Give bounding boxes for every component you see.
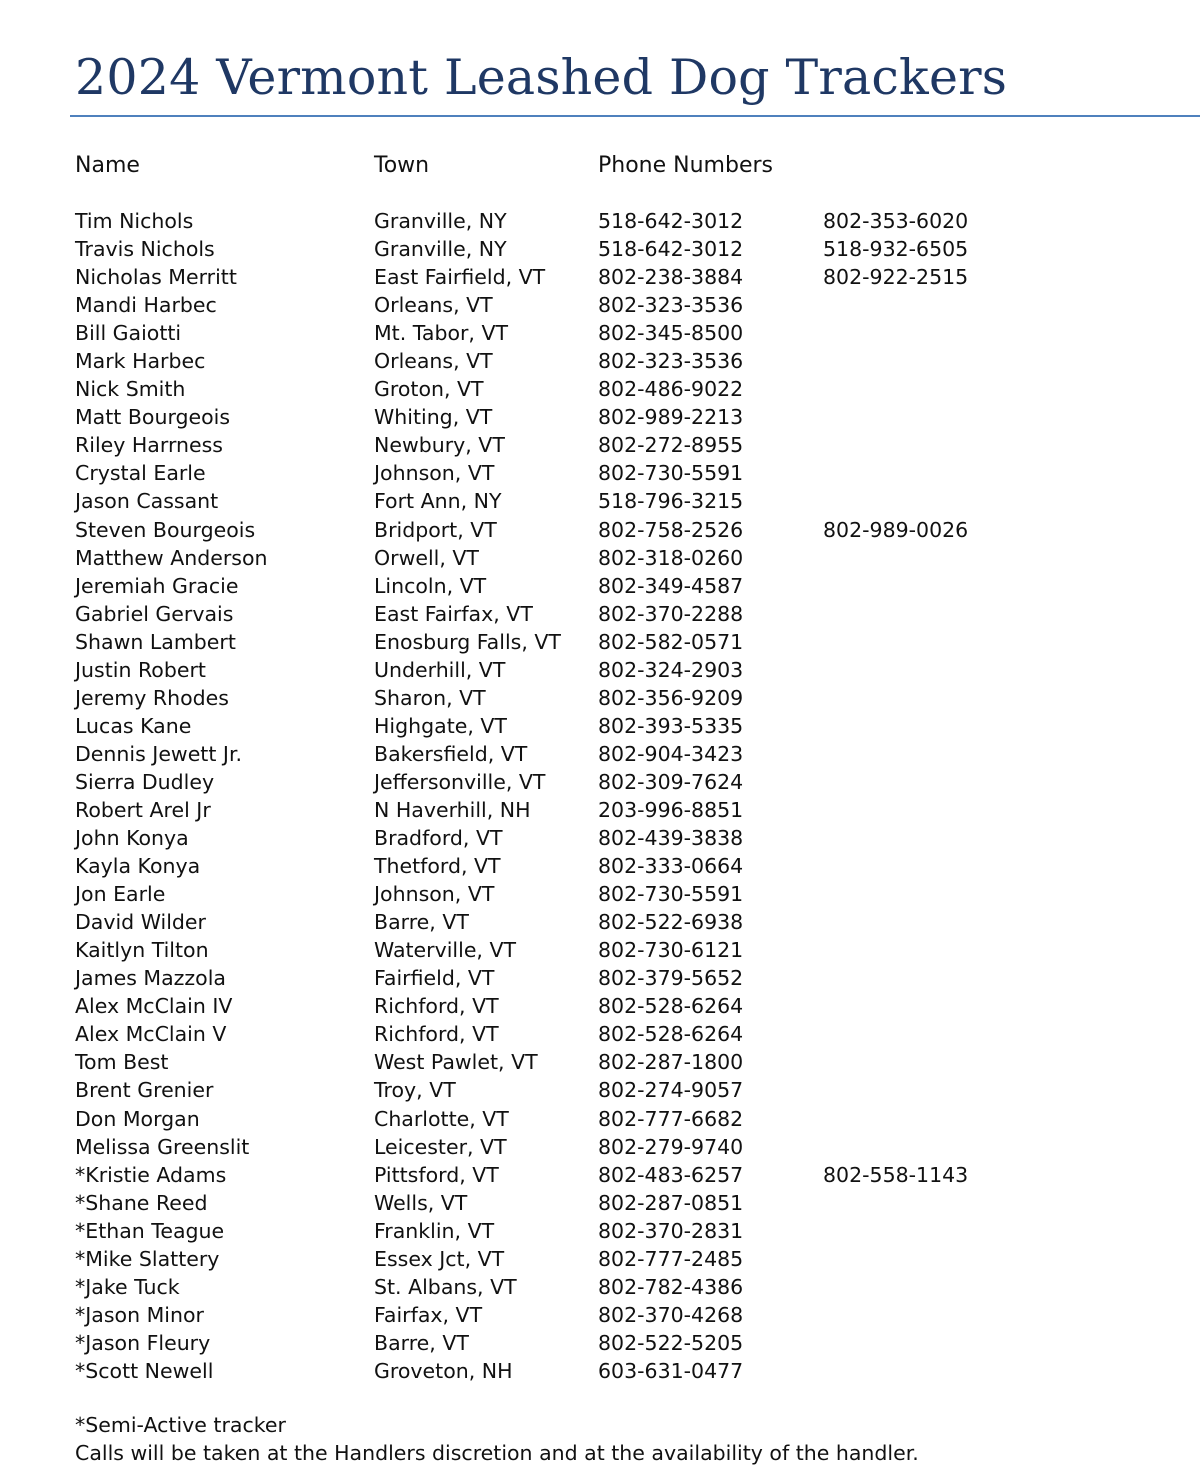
tracker-name: Melissa Greenslit — [75, 1134, 250, 1159]
tracker-phone-primary: 802-758-2526 — [598, 517, 744, 542]
table-row — [0, 684, 1200, 712]
tracker-name: Matthew Anderson — [75, 545, 268, 570]
tracker-town: Richford, VT — [374, 1022, 499, 1047]
tracker-phone-primary: 802-522-6938 — [598, 910, 744, 935]
tracker-town: Orleans, VT — [374, 349, 493, 374]
table-row — [0, 908, 1200, 936]
table-row — [0, 1217, 1200, 1245]
tracker-phone-primary: 802-287-0851 — [598, 1190, 744, 1215]
table-row — [0, 1189, 1200, 1217]
tracker-town: Fairfield, VT — [374, 966, 495, 991]
tracker-phone-primary: 802-279-9740 — [598, 1134, 744, 1159]
tracker-phone-primary: 802-522-5205 — [598, 1330, 744, 1355]
tracker-phone-primary: 802-483-6257 — [598, 1162, 744, 1187]
tracker-phone-secondary: 802-558-1143 — [823, 1162, 969, 1187]
tracker-town: Orwell, VT — [374, 545, 479, 570]
tracker-town: Essex Jct, VT — [374, 1246, 505, 1271]
tracker-town: Lincoln, VT — [374, 573, 487, 598]
table-row — [0, 656, 1200, 684]
tracker-phone-primary: 518-796-3215 — [598, 489, 744, 514]
tracker-phone-secondary: 802-989-0026 — [823, 517, 969, 542]
tracker-name: Don Morgan — [75, 1106, 200, 1131]
table-row — [0, 964, 1200, 992]
tracker-town: Groton, VT — [374, 377, 484, 402]
table-row — [0, 319, 1200, 347]
table-row — [0, 516, 1200, 544]
table-row — [0, 1105, 1200, 1133]
tracker-phone-primary: 802-777-6682 — [598, 1106, 744, 1131]
tracker-name: Alex McClain V — [75, 1022, 227, 1047]
tracker-town: East Fairfax, VT — [374, 601, 533, 626]
tracker-town: Mt. Tabor, VT — [374, 321, 509, 346]
tracker-phone-primary: 802-287-1800 — [598, 1050, 744, 1075]
tracker-name: *Shane Reed — [75, 1190, 208, 1215]
tracker-name: Lucas Kane — [75, 713, 192, 738]
tracker-phone-primary: 802-393-5335 — [598, 713, 744, 738]
tracker-name: Nicholas Merritt — [75, 265, 237, 290]
tracker-name: *Ethan Teague — [75, 1218, 225, 1243]
tracker-phone-secondary: 802-353-6020 — [823, 209, 969, 233]
table-row — [0, 992, 1200, 1020]
table-row — [0, 1357, 1200, 1385]
table-row — [0, 459, 1200, 487]
tracker-town: Leicester, VT — [374, 1134, 507, 1159]
tracker-phone-primary: 203-996-8851 — [598, 797, 744, 822]
tracker-town: Whiting, VT — [374, 405, 493, 430]
tracker-name: Kayla Konya — [75, 854, 201, 879]
disclaimer-text: Calls will be taken at the Handlers discretion and at the availability of the handler. — [75, 1441, 919, 1465]
tracker-town: Granville, NY — [374, 237, 507, 262]
tracker-phone-primary: 802-323-3536 — [598, 293, 744, 318]
tracker-town: Franklin, VT — [374, 1218, 495, 1243]
tracker-phone-primary: 802-904-3423 — [598, 741, 744, 766]
table-row — [0, 235, 1200, 263]
table-row — [0, 1301, 1200, 1329]
tracker-name: *Jake Tuck — [75, 1274, 180, 1299]
tracker-name: Dennis Jewett Jr. — [75, 741, 243, 766]
tracker-town: Bridport, VT — [374, 517, 497, 542]
column-header-town: Town — [374, 153, 430, 178]
tracker-name: Tom Best — [75, 1050, 169, 1075]
tracker-name: Kaitlyn Tilton — [75, 938, 209, 963]
tracker-name: Jason Cassant — [75, 489, 219, 514]
table-row — [0, 291, 1200, 319]
tracker-phone-primary: 802-318-0260 — [598, 545, 744, 570]
tracker-town: East Fairfield, VT — [374, 265, 546, 290]
tracker-phone-primary: 802-309-7624 — [598, 769, 744, 794]
tracker-phone-primary: 802-370-2831 — [598, 1218, 744, 1243]
tracker-town: Bakersfield, VT — [374, 741, 528, 766]
tracker-phone-primary: 802-782-4386 — [598, 1274, 744, 1299]
tracker-town: Pittsford, VT — [374, 1162, 499, 1187]
tracker-name: Jeremiah Gracie — [75, 573, 239, 598]
table-row — [0, 1273, 1200, 1301]
tracker-name: Bill Gaiotti — [75, 321, 182, 346]
tracker-town: N Haverhill, NH — [374, 797, 531, 822]
tracker-phone-primary: 802-238-3884 — [598, 265, 744, 290]
tracker-name: Travis Nichols — [75, 237, 215, 262]
tracker-phone-primary: 802-730-5591 — [598, 461, 744, 486]
table-row — [0, 1020, 1200, 1048]
tracker-phone-primary: 802-370-2288 — [598, 601, 744, 626]
tracker-town: Thetford, VT — [374, 854, 501, 879]
tracker-town: Jeffersonville, VT — [374, 769, 546, 794]
table-row — [0, 1161, 1200, 1189]
tracker-name: *Jason Minor — [75, 1302, 204, 1327]
tracker-phone-primary: 802-379-5652 — [598, 966, 744, 991]
tracker-name: Riley Harrness — [75, 433, 223, 458]
tracker-town: Troy, VT — [374, 1078, 456, 1103]
tracker-name: James Mazzola — [75, 966, 226, 991]
tracker-town: Newbury, VT — [374, 433, 505, 458]
tracker-phone-primary: 802-323-3536 — [598, 349, 744, 374]
tracker-phone-primary: 802-528-6264 — [598, 994, 744, 1019]
table-row — [0, 544, 1200, 572]
footer-notes — [75, 1411, 919, 1467]
tracker-town: Enosburg Falls, VT — [374, 629, 561, 654]
tracker-phone-primary: 802-274-9057 — [598, 1078, 744, 1103]
tracker-phone-primary: 802-356-9209 — [598, 685, 744, 710]
table-row — [0, 600, 1200, 628]
table-row — [0, 1048, 1200, 1076]
tracker-phone-primary: 802-486-9022 — [598, 377, 744, 402]
table-row — [0, 880, 1200, 908]
tracker-phone-primary: 802-324-2903 — [598, 657, 744, 682]
tracker-name: Matt Bourgeois — [75, 405, 231, 430]
tracker-phone-primary: 802-345-8500 — [598, 321, 744, 346]
table-row — [0, 375, 1200, 403]
tracker-name: John Konya — [75, 826, 189, 851]
table-row — [0, 572, 1200, 600]
tracker-phone-primary: 802-370-4268 — [598, 1302, 744, 1327]
tracker-phone-primary: 603-631-0477 — [598, 1358, 744, 1383]
tracker-town: Sharon, VT — [374, 685, 486, 710]
tracker-phone-primary: 802-730-5591 — [598, 882, 744, 907]
table-row — [0, 1076, 1200, 1104]
tracker-phone-primary: 518-642-3012 — [598, 237, 744, 262]
tracker-name: Jon Earle — [75, 882, 166, 907]
tracker-name: Crystal Earle — [75, 461, 206, 486]
table-row — [0, 712, 1200, 740]
tracker-name: Mark Harbec — [75, 349, 206, 374]
tracker-name: David Wilder — [75, 910, 206, 935]
column-header-name: Name — [75, 153, 140, 178]
tracker-phone-primary: 802-777-2485 — [598, 1246, 744, 1271]
tracker-phone-primary: 802-582-0571 — [598, 629, 744, 654]
tracker-town: Waterville, VT — [374, 938, 517, 963]
tracker-name: *Scott Newell — [75, 1358, 214, 1383]
tracker-name: *Jason Fleury — [75, 1330, 211, 1355]
tracker-name: Tim Nichols — [75, 209, 194, 233]
page-title: 2024 Vermont Leashed Dog Trackers — [75, 49, 1008, 106]
tracker-name: Robert Arel Jr — [75, 797, 211, 822]
table-row — [0, 1329, 1200, 1357]
tracker-town: Barre, VT — [374, 1330, 469, 1355]
tracker-name: Brent Grenier — [75, 1078, 214, 1103]
table-row — [0, 1245, 1200, 1273]
tracker-town: Highgate, VT — [374, 713, 507, 738]
table-row — [0, 852, 1200, 880]
tracker-town: Johnson, VT — [374, 882, 495, 907]
tracker-town: Richford, VT — [374, 994, 499, 1019]
tracker-phone-secondary: 802-922-2515 — [823, 265, 969, 290]
tracker-town: Fort Ann, NY — [374, 489, 502, 514]
tracker-name: Steven Bourgeois — [75, 517, 256, 542]
tracker-town: Granville, NY — [374, 209, 507, 233]
tracker-name: Nick Smith — [75, 377, 186, 402]
tracker-town: Fairfax, VT — [374, 1302, 483, 1327]
table-row — [0, 936, 1200, 964]
table-row — [0, 431, 1200, 459]
tracker-town: Barre, VT — [374, 910, 469, 935]
title-divider — [70, 115, 1200, 117]
table-row — [0, 796, 1200, 824]
tracker-town: West Pawlet, VT — [374, 1050, 538, 1075]
tracker-name: Mandi Harbec — [75, 293, 217, 318]
tracker-town: Groveton, NH — [374, 1358, 513, 1383]
tracker-phone-primary: 802-333-0664 — [598, 854, 744, 879]
tracker-name: *Mike Slattery — [75, 1246, 220, 1271]
table-row — [0, 824, 1200, 852]
table-row — [0, 207, 1200, 235]
tracker-phone-primary: 802-730-6121 — [598, 938, 744, 963]
table-header — [0, 150, 1200, 182]
tracker-phone-primary: 802-439-3838 — [598, 826, 744, 851]
table-row — [0, 263, 1200, 291]
tracker-name: Alex McClain IV — [75, 994, 233, 1019]
tracker-town: Wells, VT — [374, 1190, 468, 1215]
tracker-town: Bradford, VT — [374, 826, 503, 851]
tracker-name: Sierra Dudley — [75, 769, 215, 794]
tracker-town: Johnson, VT — [374, 461, 495, 486]
tracker-phone-primary: 802-272-8955 — [598, 433, 744, 458]
tracker-name: Justin Robert — [75, 657, 206, 682]
table-row — [0, 487, 1200, 515]
tracker-phone-primary: 802-989-2213 — [598, 405, 744, 430]
table-row — [0, 740, 1200, 768]
tracker-name: *Kristie Adams — [75, 1162, 227, 1187]
tracker-town: Orleans, VT — [374, 293, 493, 318]
semi-active-note: *Semi-Active tracker — [75, 1413, 286, 1437]
tracker-town: Charlotte, VT — [374, 1106, 509, 1131]
table-row — [0, 768, 1200, 796]
tracker-name: Jeremy Rhodes — [75, 685, 229, 710]
table-row — [0, 347, 1200, 375]
table-row — [0, 628, 1200, 656]
table-row — [0, 1133, 1200, 1161]
tracker-phone-secondary: 518-932-6505 — [823, 237, 969, 262]
tracker-phone-primary: 802-528-6264 — [598, 1022, 744, 1047]
tracker-table — [0, 207, 1200, 1385]
tracker-phone-primary: 518-642-3012 — [598, 209, 744, 233]
tracker-town: St. Albans, VT — [374, 1274, 517, 1299]
tracker-town: Underhill, VT — [374, 657, 506, 682]
column-header-phone: Phone Numbers — [598, 153, 773, 178]
tracker-name: Shawn Lambert — [75, 629, 236, 654]
tracker-name: Gabriel Gervais — [75, 601, 234, 626]
tracker-phone-primary: 802-349-4587 — [598, 573, 744, 598]
table-row — [0, 403, 1200, 431]
